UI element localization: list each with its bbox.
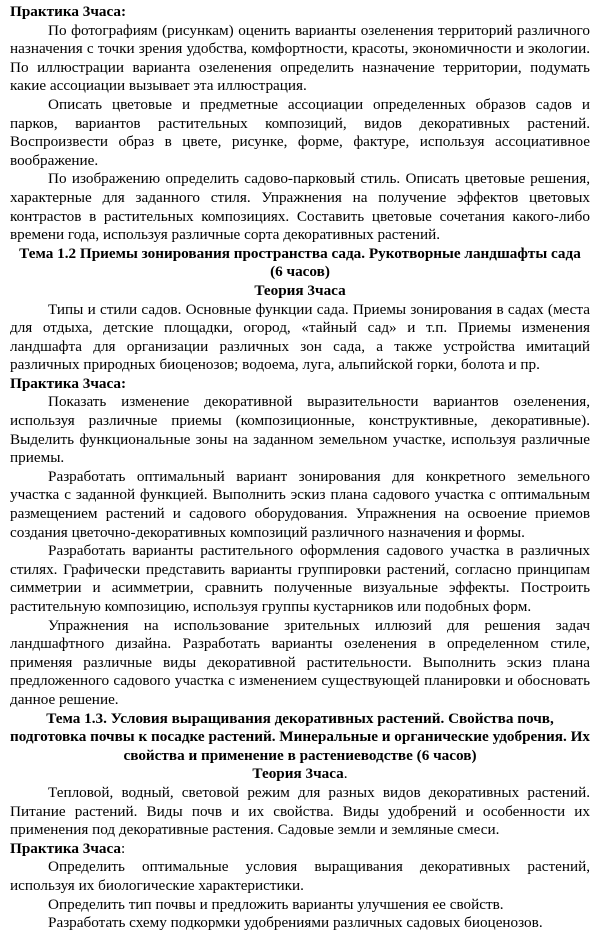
paragraph: Разработать оптимальный вариант зонирования для конкретного земельного участка с заданной функцией. Выполнить эскиз плана садового участка с оптимальным размещением растений и садового оборудования. Упражнения на освоение приемов создания цветочно-декоративных композиций различного назначения и формы.	[10, 467, 590, 541]
paragraph: Определить тип почвы и предложить варианты улучшения ее свойств.	[48, 895, 504, 913]
paragraph: Разработать схему подкормки удобрениями различных садовых биоценозов.	[48, 914, 543, 932]
practice-label-line: Практика 3часа:	[10, 839, 126, 857]
theory-label: Теория 3часа.	[252, 765, 348, 783]
theory-label-text: Теория 3часа	[252, 765, 344, 783]
paragraph: Определить оптимальные условия выращивания декоративных растений, используя их биологические характеристики.	[10, 858, 590, 894]
paragraph: Описать цветовые и предметные ассоциации определенных образов садов и парков, вариантов растительных композиций, видов декоративных растений. Воспроизвести образ в цвете, рисунке, форме, фактуре, используя ассоциативное воображение.	[10, 95, 590, 169]
practice-label: Практика 3часа	[10, 839, 121, 857]
section-hours: (6 часов)	[270, 263, 330, 281]
paragraph: Тепловой, водный, световой режим для разных видов декоративных растений. Питание растений. Виды почв и их свойства. Виды удобрений и особенности их применения под декоративные растения. Садовые земли и земляные смеси.	[10, 783, 590, 839]
paragraph: По фотографиям (рисункам) оценить варианты озеленения территорий различного назначения с точки зрения удобства, комфортности, красоты, экономичности и экологии. По иллюстрации варианта озеленения определить назначение территории, подумать какие ассоциации вызывает эта иллюстрация.	[10, 21, 590, 95]
paragraph: Разработать варианты растительного оформления садового участка в различных стилях. Графически представить варианты группировки растений, согласно принципам симметрии и асимметрии, сравнить полученные визуальные эффекты. Построить растительную композицию, используя группы кустарников или подобных форм.	[10, 542, 590, 615]
paragraph: По изображению определить садово-парковый стиль. Описать цветовые решения, характерные для заданного стиля. Упражнения на получение эффектов цветовых контрастов в растительных композициях. Составить цветовые сочетания какого-либо времени года, используя различные сорта декоративных растений.	[10, 170, 590, 244]
paragraph: Упражнения на использование зрительных иллюзий для решения задач ландшафтного дизайна. Разработать варианты озеленения в определенном стиле, применяя различные виды декоративной растительности. Выполнить эскиз плана предложенного садового участка с изменением существующей планировки и обосновать данное решение.	[10, 616, 590, 708]
practice-label: Практика 3часа:	[10, 3, 127, 20]
section-heading	[10, 245, 590, 282]
practice-label: Практика 3часа:	[10, 374, 127, 392]
section-title: Тема 1.2 Приемы зонирования пространства сада. Рукотворные ландшафты сада	[19, 244, 581, 262]
theory-label: Теория 3часа	[254, 281, 346, 299]
paragraph: Типы и стили садов. Основные функции сада. Приемы зонирования в садах (места для отдыха, детские площадки, огород, «тайный сад» и т.п. Приемы изменения ландшафта для организации различных зон сада, а также устройства имитаций различных природных биоценозов; водоема, луга, альпийской горки, болота и пр.	[10, 300, 590, 374]
section-heading: Тема 1.3. Условия выращивания декоративных растений. Свойства почв, подготовка почвы к посадке растений. Минеральные и органические удобрения. Их свойства и применение в растениеводстве (6 часов)	[10, 709, 591, 764]
paragraph: Показать изменение декоративной выразительности вариантов озеленения, используя различные приемы (композиционные, конструктивные, декоративные). Выделить функциональные зоны на заданном земельном участке, используя различные приемы.	[10, 393, 590, 467]
